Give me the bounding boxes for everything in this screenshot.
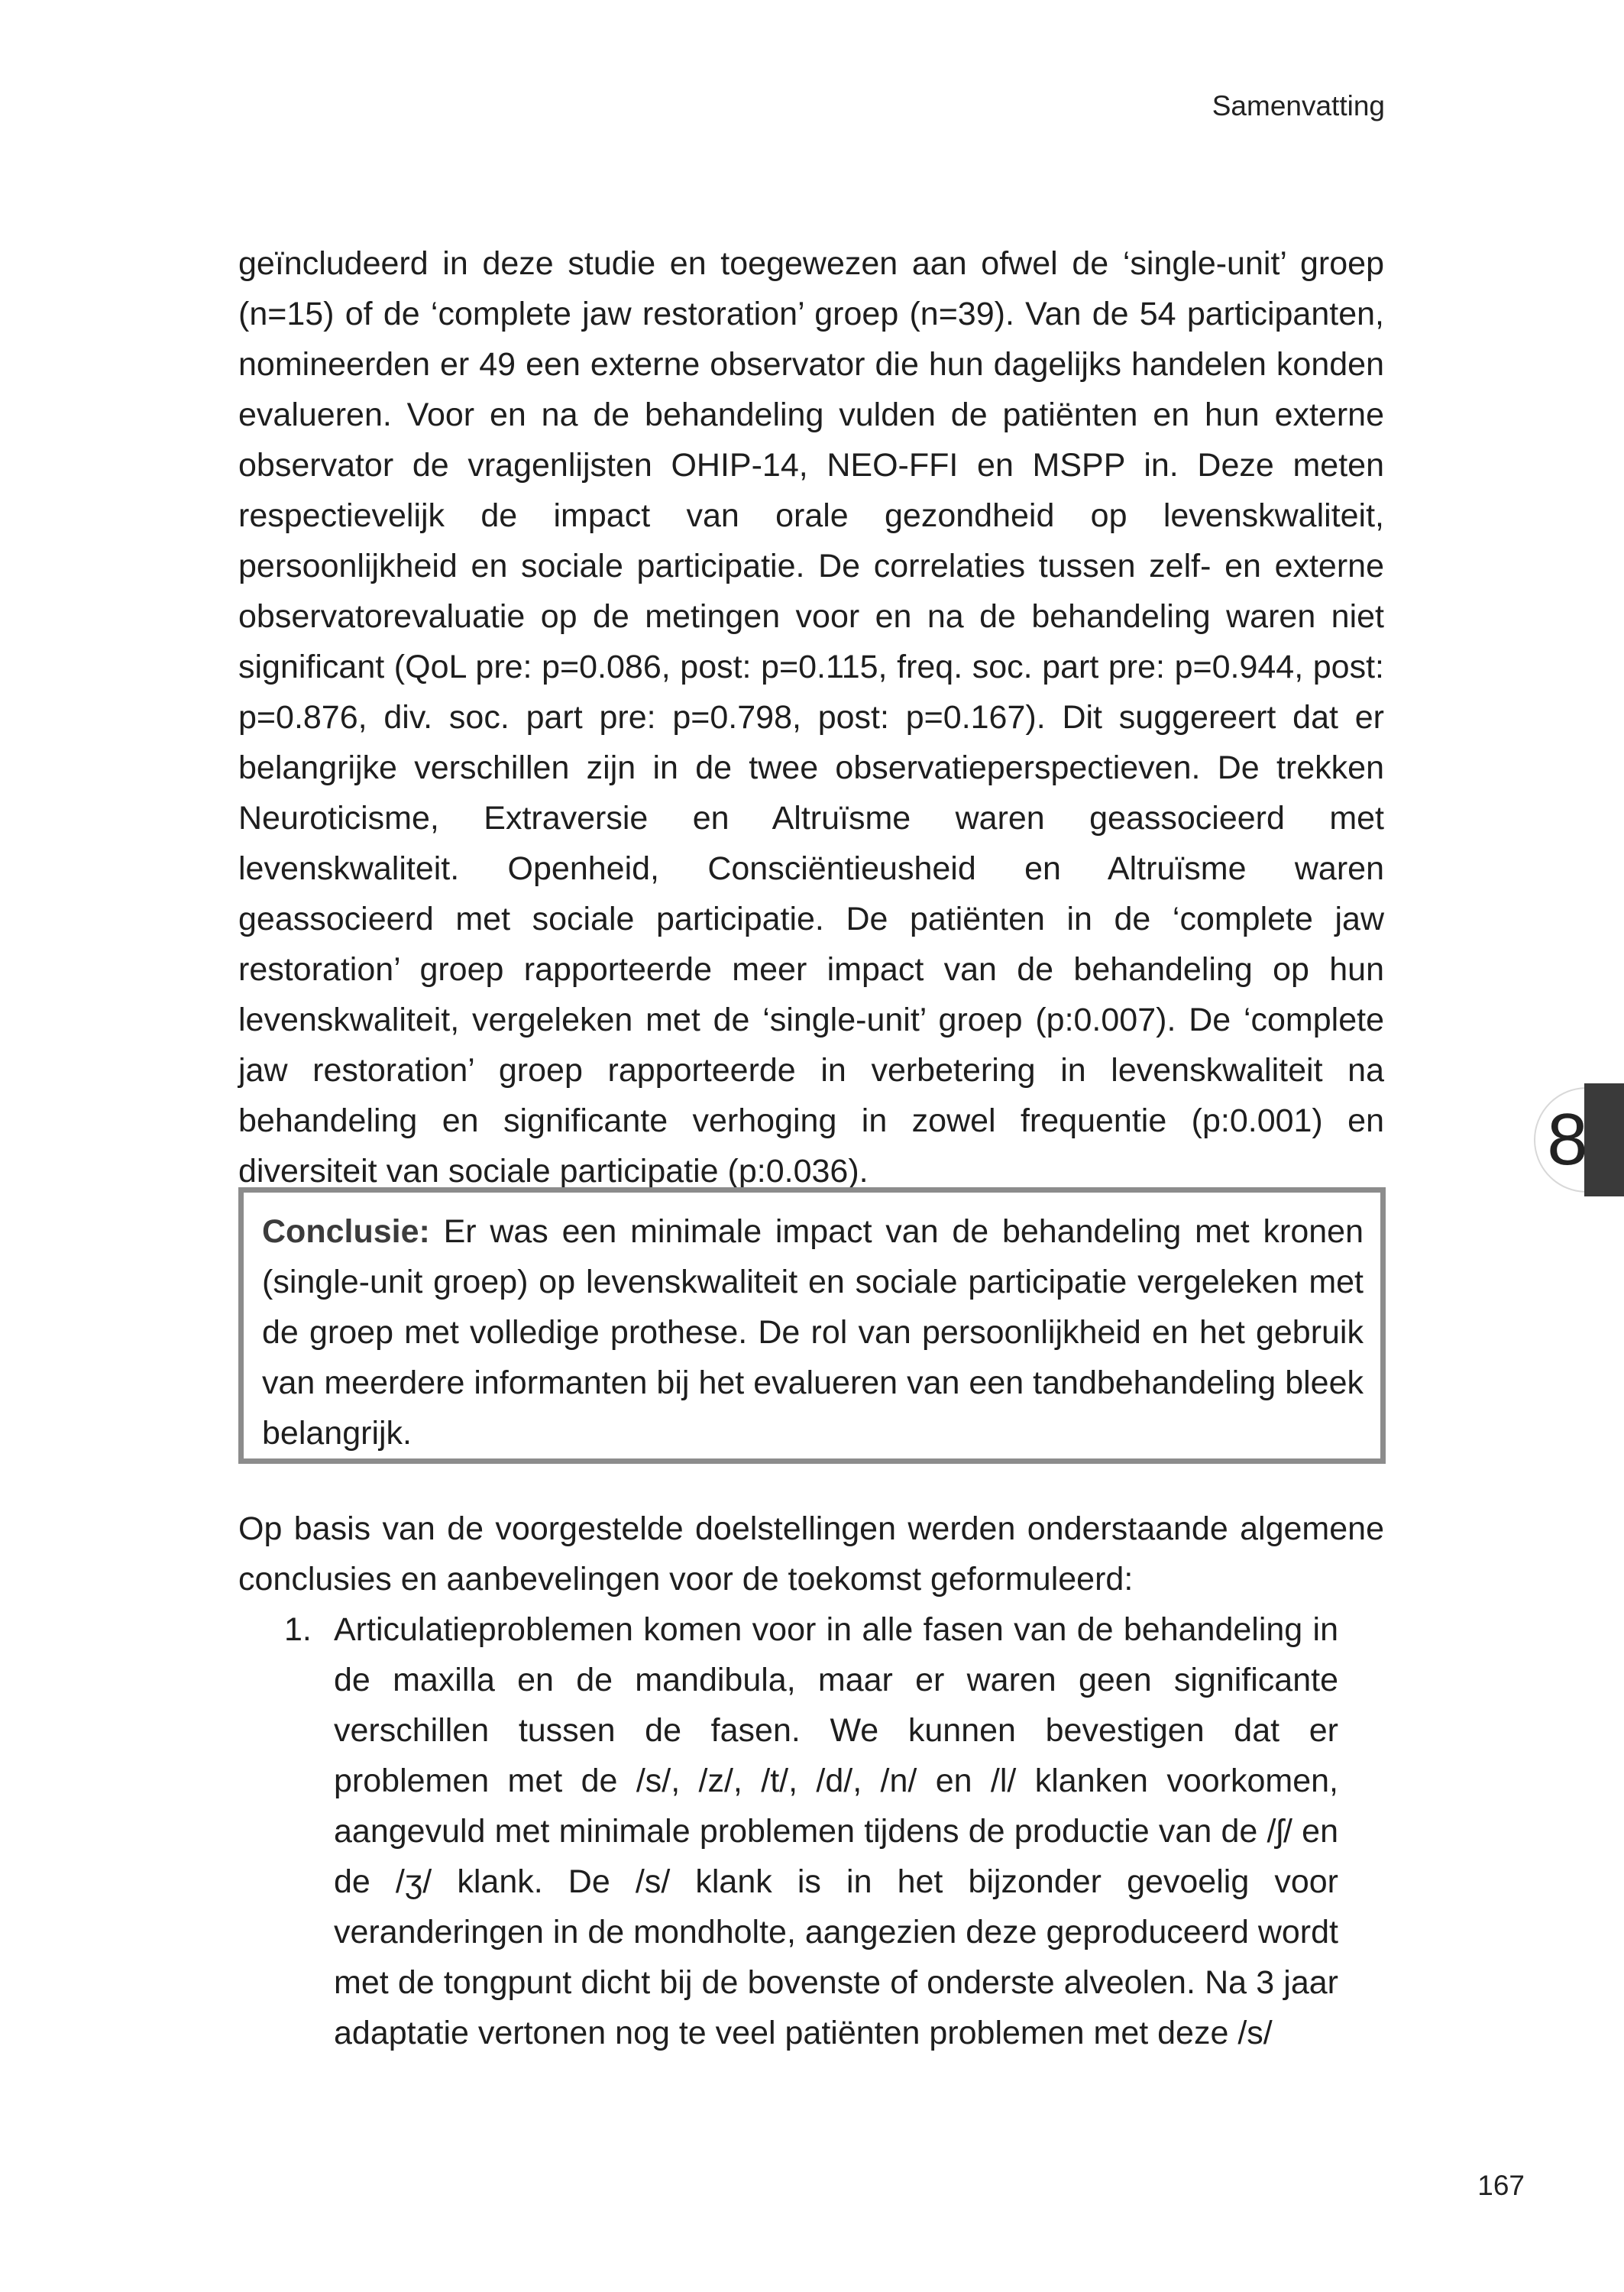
list-item-number: 1. <box>284 1611 312 1648</box>
list-item-text: Articulatieproblemen komen voor in alle fasen van de behandeling in de maxilla en de mandibula, maar er waren geen significante verschillen tussen de fasen. We kunnen bevestigen dat er problemen met de /s/, /z/, /t/, /d/, /n/ en /l/ klanken voorkomen, aangevuld met minimale problemen tijdens de productie van de /ʃ/ en de /ʒ/ klank. De /s/ klank is in het bijzonder gevoelig voor veranderingen in de mondholte, aangezien deze geproduceerd wordt met de tongpunt dicht bij de bovenste of onderste alveolen. Na 3 jaar adaptatie vertonen nog te veel patiënten problemen met deze /s/ <box>334 1611 1338 2051</box>
conclusion-label: Conclusie: <box>262 1213 430 1250</box>
chapter-number: 8 <box>1547 1099 1588 1180</box>
chapter-tab <box>1534 1083 1624 1196</box>
conclusion-text: Er was een minimale impact van de behandeling met kronen (single-unit groep) op levenskwaliteit en sociale participatie vergeleken met de groep met volledige prothese. De rol van persoonlijkheid en het gebruik van meerdere informanten bij het evalueren van een tandbehandeling bleek belangrijk. <box>262 1213 1364 1452</box>
list-item <box>238 1604 1338 2058</box>
page-number: 167 <box>1477 2170 1525 2201</box>
running-header-title: Samenvatting <box>1212 90 1385 121</box>
conclusions-list <box>238 1604 1338 2058</box>
basis-paragraph: Op basis van de voorgestelde doelstellingen werden onderstaande algemene conclusies en aanbevelingen voor de toekomst geformuleerd: <box>238 1510 1384 1598</box>
intro-paragraph: geïncludeerd in deze studie en toegewezen aan ofwel de ‘single-unit’ groep (n=15) of de ‘complete jaw restoration’ groep (n=39). Van de 54 participanten, nomineerden er 49 een externe observator die hun dagelijks handelen konden evalueren. Voor en na de behandeling vulden de patiënten en hun externe observator de vragenlijsten OHIP-14, NEO-FFI en MSPP in. Deze meten respectievelijk de impact van orale gezondheid op levenskwaliteit, persoonlijkheid en sociale participatie. De correlaties tussen zelf- en externe observatorevaluatie op de metingen voor en na de behandeling waren niet significant (QoL pre: p=0.086, post: p=0.115, freq. soc. part pre: p=0.944, post: p=0.876, div. soc. part pre: p=0.798, post: p=0.167). Dit suggereert dat er belangrijke verschillen zijn in de twee observatieperspectieven. De trekken Neuroticisme, Extraversie en Altruïsme waren geassocieerd met levenskwaliteit. Openheid, Consciëntieusheid en Altruïsme waren geassocieerd met sociale participatie. De patiënten in de ‘complete jaw restoration’ groep rapporteerde meer impact van de behandeling op hun levenskwaliteit, vergeleken met de ‘single-unit’ groep (p:0.007). De ‘complete jaw restoration’ groep rapporteerde in verbetering in levenskwaliteit na behandeling en significante verhoging in zowel frequentie (p:0.001) en diversiteit van sociale participatie (p:0.036). <box>238 245 1384 1190</box>
conclusion-box <box>238 1187 1386 1464</box>
